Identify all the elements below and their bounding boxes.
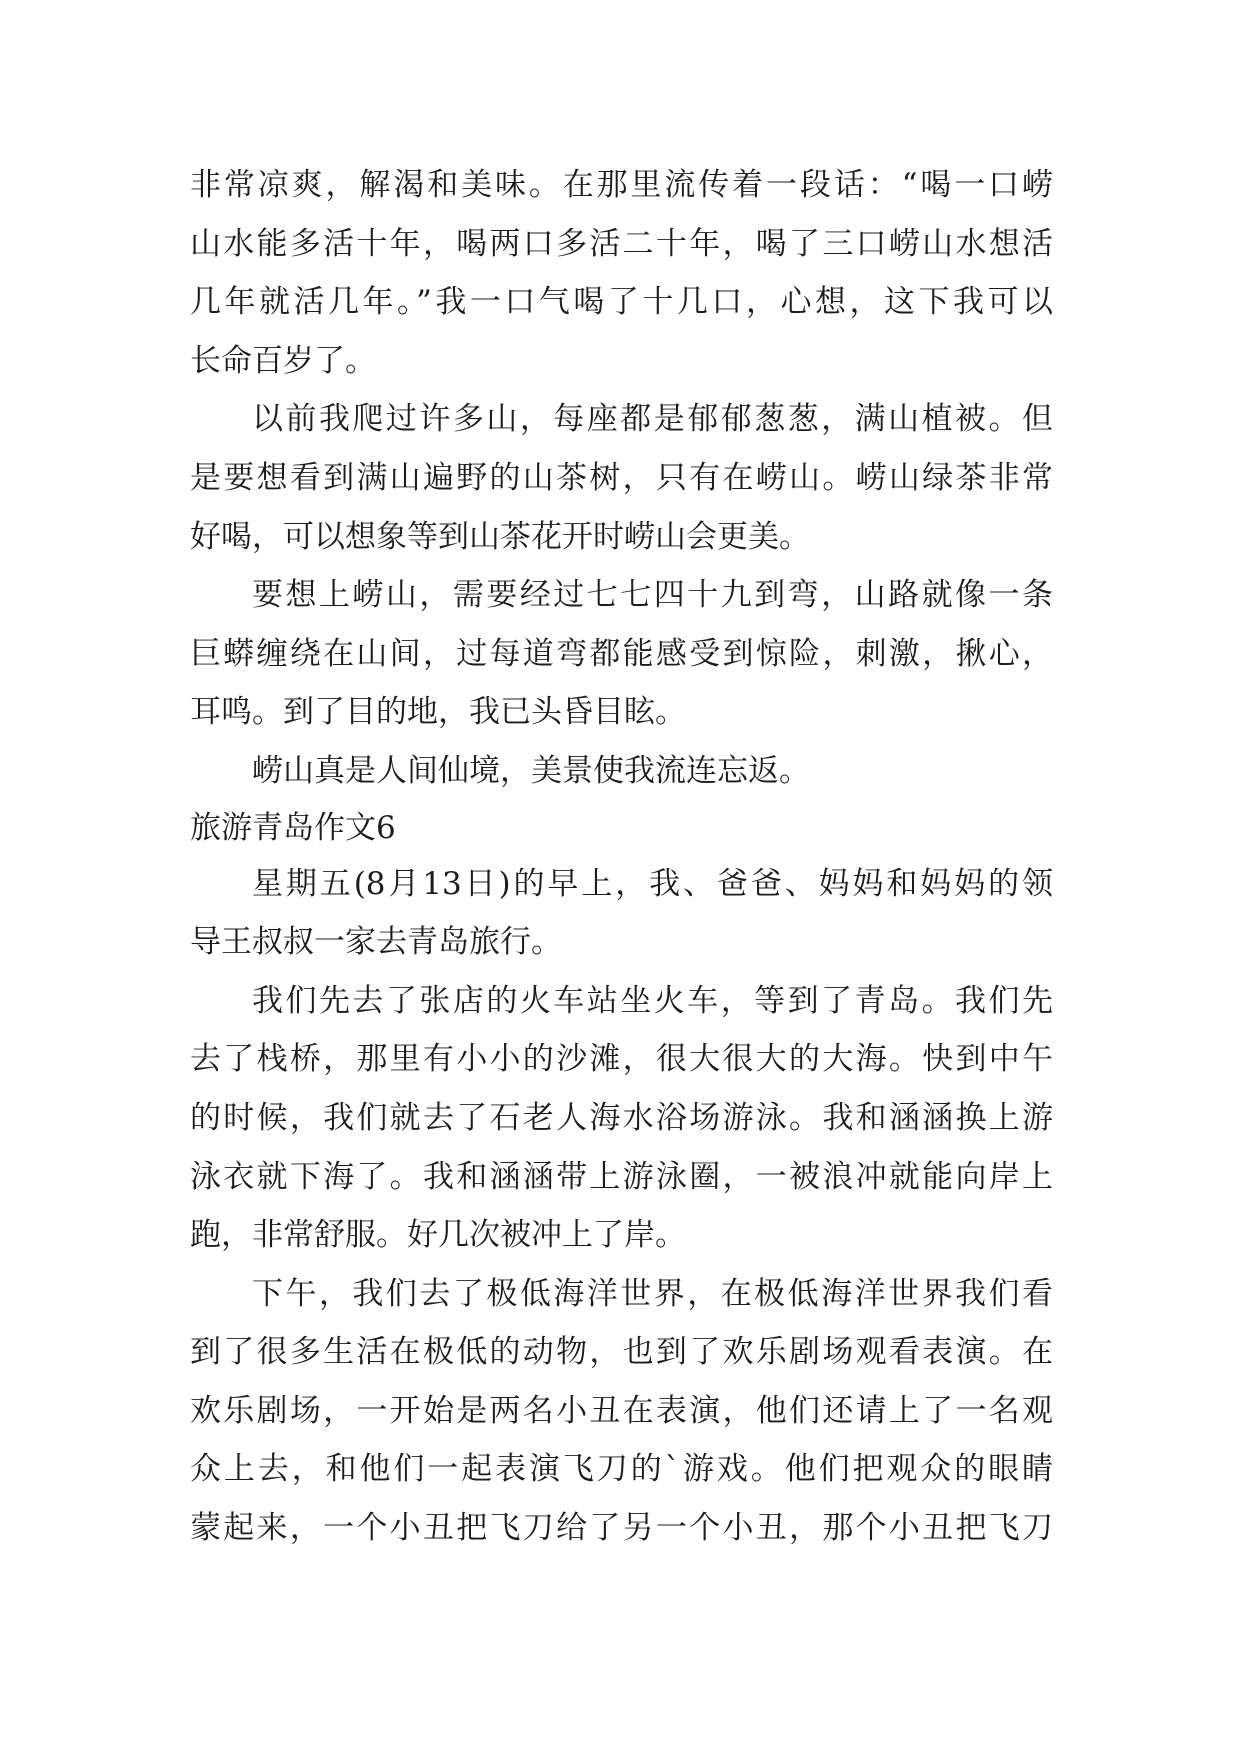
text-line: 我们先去了张店的火车站坐火车，等到了青岛。我们先 [252, 982, 1053, 1019]
text-line: 到了很多生活在极低的动物，也到了欢乐剧场观看表演。在 [190, 1334, 1053, 1371]
text-line: 巨蟒缠绕在山间，过每道弯都能感受到惊险，刺激，揪心， [190, 635, 1053, 672]
paragraph [190, 742, 1053, 801]
text-line: 非常凉爽，解渴和美味。在那里流传着一段话：“喝一口崂 [190, 167, 1053, 203]
text-line: 下午，我们去了极低海洋世界，在极低海洋世界我们看 [252, 1275, 1053, 1312]
paragraph [190, 156, 1053, 390]
text-line: 去了栈桥，那里有小小的沙滩，很大很大的大海。快到中午 [190, 1041, 1053, 1078]
paragraph [190, 566, 1053, 742]
text-line: 的时候，我们就去了石老人海水浴场游泳。我和涵涵换上游 [190, 1099, 1053, 1136]
text-line: 几年就活几年。”我一口气喝了十几口，心想，这下我可以 [190, 284, 1053, 321]
text-line: 欢乐剧场，一开始是两名小丑在表演，他们还请上了一名观 [190, 1392, 1053, 1429]
text-line: 是要想看到满山遍野的山茶树，只有在崂山。崂山绿茶非常 [190, 459, 1053, 496]
paragraph [190, 390, 1053, 566]
text-line: 星期五(8月13日)的早上，我、爸爸、妈妈和妈妈的领 [252, 865, 1053, 902]
text-line: 要想上崂山，需要经过七七四十九到弯，山路就像一条 [252, 577, 1053, 614]
text-line: 好喝，可以想象等到山茶花开时崂山会更美。 [190, 518, 810, 555]
text-line: 众上去，和他们一起表演飞刀的`游戏。他们把观众的眼睛 [190, 1451, 1053, 1488]
text-line: 长命百岁了。 [190, 342, 376, 379]
paragraph [190, 972, 1053, 1265]
essay-title: 旅游青岛作文6 [190, 809, 396, 846]
text-line: 跑，非常舒服。好几次被冲上了岸。 [190, 1217, 686, 1254]
text-line: 耳鸣。到了目的地，我已头昏目眩。 [190, 694, 686, 731]
text-line: 蒙起来，一个小丑把飞刀给了另一个小丑，那个小丑把飞刀 [190, 1510, 1053, 1547]
paragraph [190, 1265, 1053, 1558]
text-line: 泳衣就下海了。我和涵涵带上游泳圈，一被浪冲就能向岸上 [190, 1158, 1053, 1195]
text-line: 山水能多活十年，喝两口多活二十年，喝了三口崂山水想活 [190, 225, 1053, 262]
text-line: 导王叔叔一家去青岛旅行。 [190, 924, 562, 961]
paragraph [190, 855, 1053, 972]
text-line: 以前我爬过许多山，每座都是郁郁葱葱，满山植被。但 [252, 401, 1053, 438]
text-line: 崂山真是人间仙境，美景使我流连忘返。 [252, 752, 810, 789]
document-body [190, 156, 1053, 1558]
